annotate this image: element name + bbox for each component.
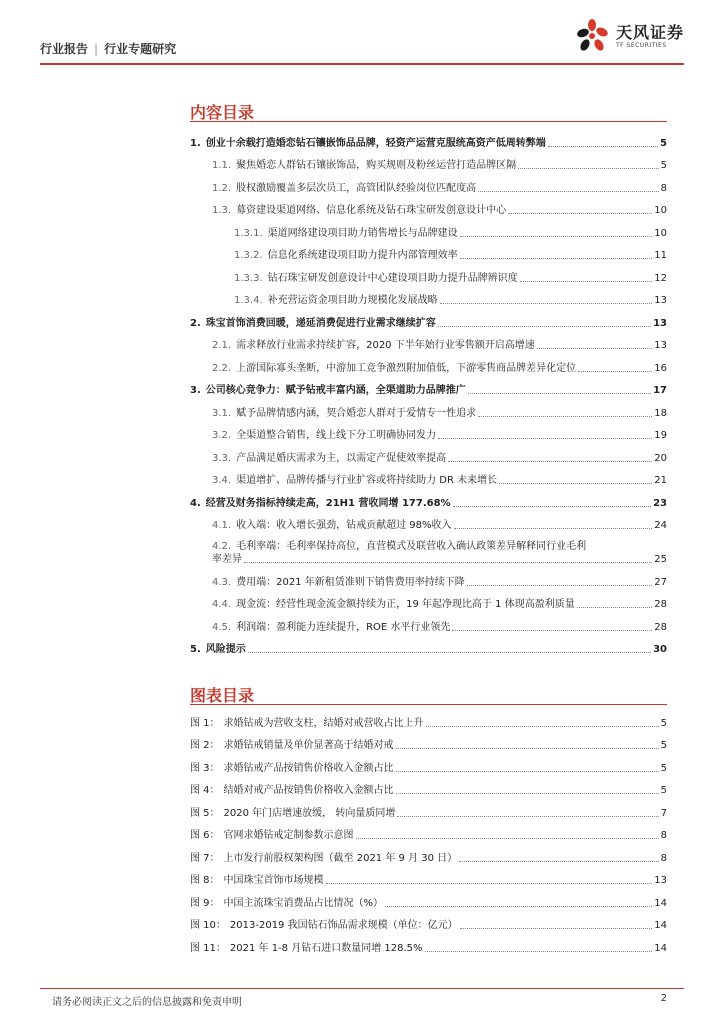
- toc-entry[interactable]: [190, 287, 667, 310]
- figure-entry-number: 图 6：: [190, 830, 220, 841]
- contents-list: [190, 129, 667, 658]
- header-divider: [40, 63, 684, 65]
- figure-entry[interactable]: [190, 934, 667, 957]
- toc-entry-number: 3.4.: [212, 475, 232, 486]
- toc-entry-page: 13: [653, 317, 667, 329]
- toc-entry-page: 24: [654, 520, 667, 531]
- leader-dots: [438, 438, 652, 439]
- toc-entry-page: 28: [654, 599, 667, 610]
- toc-entry-number: 1.3.3.: [234, 272, 263, 284]
- leader-dots: [467, 585, 653, 586]
- leader-dots: [508, 213, 652, 214]
- figure-entry-number: 图 2：: [190, 740, 220, 751]
- figure-entry-page: 5: [660, 762, 667, 774]
- toc-entry-number: 4.1.: [212, 520, 232, 531]
- toc-entry-text: 毛利率端：毛利率保持高位，直营模式及联营收入确认政策差异解释同行业毛利: [236, 541, 587, 552]
- toc-entry-line: [212, 534, 667, 553]
- figure-entry-number: 图 10：: [190, 920, 226, 931]
- footer-divider: [40, 988, 684, 989]
- figure-entry-page: 5: [660, 740, 667, 751]
- figure-entry-text: 求婚钻戒产品按销售价格收入金额占比: [223, 762, 394, 774]
- figure-entry[interactable]: [190, 844, 667, 867]
- toc-entry-text: 钻石珠宝研发创意设计中心建设项目助力提升品牌辨识度: [267, 272, 518, 284]
- toc-entry-number: 4.: [190, 497, 201, 509]
- footer-disclaimer[interactable]: 请务必阅读正文之后的信息披露和免责申明: [52, 997, 242, 1008]
- toc-entry-page: 10: [654, 205, 667, 216]
- figure-entry-page: 14: [654, 942, 667, 954]
- figure-entry-page: 14: [654, 920, 667, 931]
- toc-entry[interactable]: [190, 444, 667, 467]
- figure-entry-number: 图 9：: [190, 897, 220, 909]
- page-header: [0, 0, 724, 78]
- figure-entry[interactable]: [190, 889, 667, 912]
- figure-entry-text: 2013-2019 我国钻石饰品需求规模（单位：亿元）: [229, 920, 458, 931]
- toc-entry[interactable]: [190, 467, 667, 490]
- contents-title-rule: [190, 121, 667, 122]
- toc-entry[interactable]: [190, 489, 667, 512]
- figures-list: [190, 709, 667, 957]
- toc-entry-number: 2.2.: [212, 362, 232, 374]
- toc-entry[interactable]: [190, 512, 667, 535]
- toc-entry[interactable]: [190, 399, 667, 422]
- toc-entry-page: 8: [660, 182, 667, 194]
- figure-entry-text: 求婚钻戒销量及单价显著高于结婚对戒: [223, 740, 394, 751]
- brand-subtitle: TF SECURITIES: [615, 41, 667, 49]
- toc-entry[interactable]: [190, 568, 667, 591]
- toc-entry-number: 4.3.: [212, 576, 232, 588]
- toc-entry-text: 股权激励覆盖多层次员工，高管团队经验岗位匹配度高: [236, 182, 477, 194]
- leader-dots: [396, 793, 659, 794]
- leader-dots: [425, 951, 653, 952]
- toc-entry-page: 23: [653, 497, 667, 509]
- toc-entry-number: 1.3.2.: [234, 250, 263, 261]
- brand-name: 天风证券: [615, 22, 684, 42]
- toc-entry-text: 珠宝首饰消费回暖，递延消费促进行业需求继续扩容: [205, 317, 436, 329]
- toc-entry-page: 21: [654, 475, 667, 486]
- toc-entry-text: 费用端：2021 年新租赁准则下销售费用率持续下降: [236, 576, 465, 588]
- toc-entry-text: 信息化系统建设项目助力提升内部管理效率: [267, 250, 458, 261]
- toc-entry-text: 收入端：收入增长强劲，钻戒贡献超过 98%收入: [236, 520, 452, 531]
- toc-entry-page: 13: [654, 340, 667, 351]
- toc-entry-text: 经营及财务指标持续走高，21H1 营收同增 177.68%: [205, 497, 451, 509]
- toc-entry-page: 5: [660, 160, 667, 171]
- toc-entry-page: 5: [660, 137, 667, 149]
- leader-dots: [460, 928, 653, 929]
- figure-entry-text: 中国珠宝首饰市场规模: [223, 875, 324, 886]
- leader-dots: [454, 528, 653, 529]
- subcategory-label: 行业专题研究: [104, 42, 177, 56]
- toc-entry-page: 18: [654, 407, 667, 419]
- toc-entry-page: 13: [654, 295, 667, 306]
- figure-entry-page: 8: [660, 830, 667, 841]
- toc-entry-number: 4.5.: [212, 621, 232, 633]
- leader-dots: [520, 281, 653, 282]
- figure-entry[interactable]: [190, 732, 667, 755]
- toc-entry-page: 27: [654, 576, 667, 588]
- toc-entry[interactable]: [190, 377, 667, 400]
- leader-dots: [448, 461, 652, 462]
- figure-entry-text: 官网求婚钻戒定制参数示意图: [223, 830, 354, 841]
- leader-dots: [440, 303, 653, 304]
- figure-entry-number: 图 8：: [190, 875, 220, 886]
- figure-entry[interactable]: [190, 912, 667, 935]
- category-label: 行业报告: [40, 42, 89, 56]
- toc-entry[interactable]: [190, 422, 667, 445]
- toc-entry-text: 现金流：经营性现金流金额持续为正，19 年起净现比高于 1 体现高盈利质量: [236, 599, 575, 610]
- figure-entry-page: 8: [660, 852, 667, 864]
- figure-entry-number: 图 7：: [190, 852, 220, 864]
- leader-dots: [356, 838, 659, 839]
- leader-dots: [385, 906, 652, 907]
- figure-entry-text: 2020 年门店增速放缓， 转向量质同增: [223, 807, 396, 819]
- leader-dots: [499, 483, 652, 484]
- toc-entry[interactable]: [190, 219, 667, 242]
- toc-entry-number: 1.1.: [212, 160, 232, 171]
- leader-dots: [426, 726, 659, 727]
- figure-entry[interactable]: [190, 709, 667, 732]
- toc-entry-page: 30: [653, 644, 667, 655]
- figure-entry-page: 14: [654, 897, 667, 909]
- toc-entry-text-continued: 率差异: [212, 554, 242, 565]
- toc-entry-page: 12: [654, 272, 667, 284]
- leader-dots: [548, 146, 658, 147]
- toc-entry-page: 28: [654, 621, 667, 633]
- toc-entry-text: 公司核心竞争力：赋予钻戒丰富内涵，全渠道助力品牌推广: [205, 385, 466, 396]
- toc-entry[interactable]: [190, 242, 667, 265]
- toc-entry-text: 上游国际寡头垄断，中游加工竞争激烈附加值低，下游零售商品牌差异化定位: [236, 362, 577, 374]
- toc-entry-text: 风险提示: [205, 644, 246, 655]
- toc-entry[interactable]: [190, 197, 667, 220]
- leader-dots: [459, 861, 658, 862]
- toc-entry[interactable]: [190, 129, 667, 152]
- contents-title: 内容目录: [190, 103, 255, 122]
- toc-entry-text: 产品满足婚庆需求为主，以需定产促使效率提高: [236, 452, 447, 464]
- toc-entry-number: 1.3.1.: [234, 227, 263, 239]
- figure-entry-number: 图 5：: [190, 807, 220, 819]
- toc-entry-page: 16: [654, 362, 667, 374]
- toc-entry-text: 创业十余载打造婚恋钻石镶嵌饰品品牌，轻资产运营克服统高资产低周转弊端: [205, 137, 546, 149]
- toc-entry-page: 19: [654, 430, 667, 441]
- leader-dots: [468, 393, 651, 394]
- figure-entry-text: 上市发行前股权架构图（截至 2021 年 9 月 30 日）: [223, 852, 458, 864]
- leader-dots: [248, 652, 651, 653]
- toc-entry-text: 补充营运资金项目助力规模化发展战略: [267, 295, 438, 306]
- leader-dots: [518, 168, 659, 169]
- toc-entry-number: 1.3.: [212, 205, 232, 216]
- brand-logo: [574, 18, 684, 54]
- toc-entry-page: 11: [654, 250, 667, 261]
- figure-entry-text: 求婚钻戒为营收支柱，结婚对戒营收占比上升: [223, 717, 424, 729]
- toc-entry-text: 渠道增扩、品牌传播与行业扩容或将持续助力 DR 未来增长: [236, 475, 498, 486]
- toc-entry-number: 3.1.: [212, 407, 232, 419]
- figures-title: 图表目录: [190, 686, 255, 705]
- figure-entry-text: 中国主流珠宝消费品占比情况（%）: [223, 897, 384, 909]
- figure-entry-page: 7: [660, 807, 667, 819]
- toc-entry[interactable]: [190, 174, 667, 197]
- figure-entry-text: 2021 年 1-8 月钻石进口数量同增 128.5%: [229, 942, 423, 954]
- leader-dots: [577, 607, 653, 608]
- toc-entry-number: 1.2.: [212, 182, 232, 194]
- leader-dots: [396, 748, 659, 749]
- toc-entry[interactable]: [190, 332, 667, 355]
- leader-dots: [478, 191, 659, 192]
- leader-dots: [438, 326, 651, 327]
- toc-entry[interactable]: [190, 309, 667, 332]
- leader-dots: [453, 506, 651, 507]
- leader-dots: [452, 630, 652, 631]
- toc-entry[interactable]: [190, 534, 667, 566]
- toc-entry-text: 募资建设渠道网络、信息化系统及钻石珠宝研发创意设计中心: [236, 205, 507, 216]
- figure-entry[interactable]: [190, 867, 667, 890]
- figures-title-rule: [190, 704, 667, 705]
- toc-entry-number: 3.: [190, 385, 201, 396]
- leader-dots: [460, 258, 653, 259]
- leader-dots: [397, 816, 658, 817]
- leader-dots: [578, 371, 652, 372]
- figure-entry-number: 图 4：: [190, 785, 220, 796]
- toc-entry-line: [212, 553, 667, 566]
- leader-dots: [537, 348, 653, 349]
- category-separator: |: [94, 41, 99, 56]
- report-category: [40, 40, 176, 57]
- toc-entry-number: 3.3.: [212, 452, 232, 464]
- toc-entry[interactable]: [190, 152, 667, 175]
- toc-entry-text: 聚焦婚恋人群钻石镶嵌饰品，购买规则及粉丝运营打造品牌区隔: [236, 160, 517, 171]
- figure-entry[interactable]: [190, 799, 667, 822]
- toc-entry-text: 需求释放行业需求持续扩容，2020 下半年始行业零售额开启高增速: [236, 340, 535, 351]
- leader-dots: [396, 771, 659, 772]
- figure-entry[interactable]: [190, 822, 667, 845]
- toc-entry-number: 4.2.: [212, 541, 232, 552]
- page-number: 2: [660, 993, 667, 1004]
- toc-entry-number: 2.1.: [212, 340, 232, 351]
- leader-dots: [244, 562, 652, 563]
- leader-dots: [460, 236, 653, 237]
- toc-entry-text: 全渠道整合销售，线上线下分工明确协同发力: [236, 430, 437, 441]
- toc-entry-number: 1.: [190, 137, 201, 149]
- toc-entry-number: 4.4.: [212, 599, 232, 610]
- figure-entry[interactable]: [190, 777, 667, 800]
- toc-entry-number: 3.2.: [212, 430, 232, 441]
- toc-entry-number: 1.3.4.: [234, 295, 263, 306]
- toc-entry-page: 20: [654, 452, 667, 464]
- toc-entry-number: 5.: [190, 644, 201, 655]
- toc-entry[interactable]: [190, 354, 667, 377]
- figure-entry-page: 5: [660, 785, 667, 796]
- toc-entry[interactable]: [190, 264, 667, 287]
- figure-entry-number: 图 11：: [190, 942, 226, 954]
- figure-entry-page: 13: [654, 875, 667, 886]
- toc-entry[interactable]: [190, 636, 667, 659]
- leader-dots: [326, 883, 653, 884]
- toc-entry-text: 利润端：盈利能力连续提升，ROE 水平行业领先: [236, 621, 451, 633]
- toc-entry-page: 17: [653, 385, 667, 396]
- toc-entry[interactable]: [190, 591, 667, 614]
- figure-entry-number: 图 3：: [190, 762, 220, 774]
- toc-entry-text: 渠道网络建设项目助力销售增长与品牌建设: [267, 227, 458, 239]
- toc-entry-page: 25: [654, 554, 667, 565]
- figure-entry-page: 5: [660, 717, 667, 729]
- toc-entry-number: 2.: [190, 317, 201, 329]
- toc-entry[interactable]: [190, 613, 667, 636]
- toc-entry-page: 10: [654, 227, 667, 239]
- figure-entry[interactable]: [190, 754, 667, 777]
- leader-dots: [478, 416, 652, 417]
- flower-logo-icon: [574, 18, 610, 54]
- figure-entry-number: 图 1：: [190, 717, 220, 729]
- figure-entry-text: 结婚对戒产品按销售价格收入金额占比: [223, 785, 394, 796]
- toc-entry-text: 赋予品牌情感内涵，契合婚恋人群对于爱情专一性追求: [236, 407, 477, 419]
